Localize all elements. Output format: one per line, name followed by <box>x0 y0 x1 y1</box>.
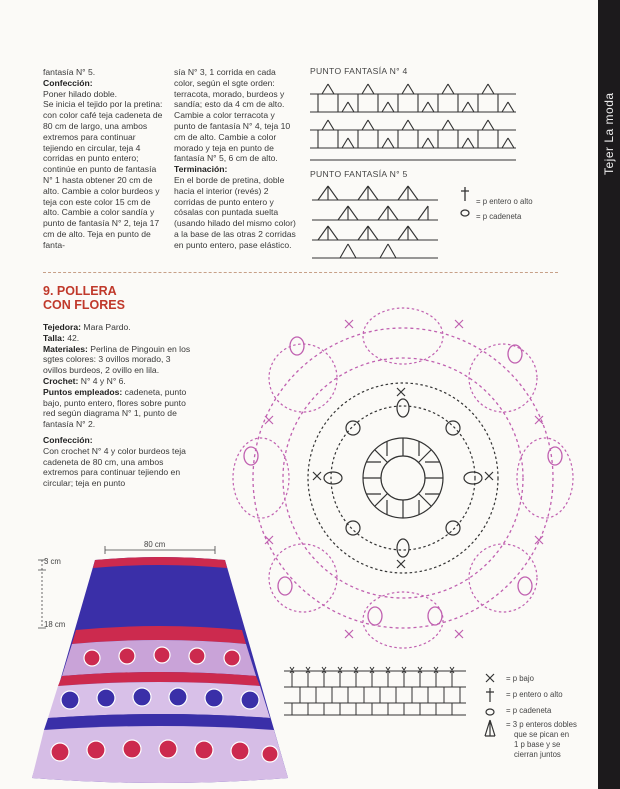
section-sidebar <box>598 0 620 789</box>
skirt-height2-label: 18 cm <box>44 620 66 629</box>
puntos-label: Puntos empleados: <box>43 386 123 397</box>
col1-line: fantasía N° 5. <box>43 67 96 77</box>
legend-line: = 3 p enteros dobles <box>506 720 577 729</box>
pf4-heading: PUNTO FANTASÍA N° 4 <box>310 66 408 76</box>
skirt-width-label: 80 cm <box>144 540 166 549</box>
materiales-value: Perlina de Pingouin en los sgtes colores: 3 ovillos morado, 3 ovillos burdeos, 2 ovillo en lila. <box>43 343 191 376</box>
col2-heading: Terminación: <box>174 164 228 175</box>
section-title <box>43 284 125 312</box>
stitch-chart-pf4 <box>308 80 518 162</box>
col1-paragraph: Se inicia el tejido por la pretina: con color café teja cadeneta de 80 cm de largo, una ambos extremos para continuar tejiendo en circular, teja 4 corridas en punto entero; continúe en punto de fantasía N° 1 hasta obtener 20 cm de alto. Cambie a color burdeos y teja con este color 15 cm de alto. Cambie a color sandía y punto de fantasía N° 2, teja 17 cm de alto. Teja en punto de fanta- <box>43 99 163 250</box>
tejedora-label: Tejedora: <box>43 322 82 332</box>
confeccion-value: Con crochet N° 4 y color burdeos teja cadeneta de 80 cm, una ambos extremos para continuar tejiendo en circular; teja en punto <box>43 445 186 489</box>
legend-line: cierran juntos <box>514 750 561 759</box>
col2-paragraph: sía N° 3, 1 corrida en cada color, según el sgte orden: terracota, morado, burdeos y sandía; esto da 4 cm de alto. Cambie a color terracota y punto de fantasía N° 4, teja 10 cm de alto. Cambie a color morado y teja en punto de fantasía N° 5, 6 cm de alto. <box>174 67 291 164</box>
skirt-illustration <box>20 540 295 785</box>
legend-bajo: = p bajo <box>506 674 534 683</box>
stitch-chart-pf5 <box>310 182 440 260</box>
col1-line: Poner hilado doble. <box>43 88 118 99</box>
col1-heading: Confección: <box>43 77 93 88</box>
talla-value: 42. <box>64 332 80 343</box>
talla-label: Talla: <box>43 332 65 343</box>
crochet-label: Crochet: <box>43 375 79 386</box>
stitch-chart-bottom <box>282 665 468 717</box>
stitch-symbols-top <box>458 186 472 220</box>
sidebar-label: Tejer La moda <box>602 92 616 175</box>
skirt-height1-label: 3 cm <box>44 557 61 566</box>
legend-line: 1 p base y se <box>514 740 561 749</box>
materiales-label: Materiales: <box>43 343 88 354</box>
col2-paragraph: En el borde de pretina, doble hacia el interior (revés) 2 corridas de punto entero y cósalas con puntada suelta (usando hilado del mismo color) a la base de las otras 2 corridas en punto entero, pase elástico. <box>174 174 296 250</box>
legend-enteros-dobles <box>506 720 577 760</box>
section-title-line1: 9. POLLERA <box>43 284 117 298</box>
section-title-line2: CON FLORES <box>43 298 125 312</box>
legend-line: que se pican en <box>514 730 570 739</box>
section-divider <box>43 272 558 273</box>
puntos-value: cadeneta, punto bajo, punto entero, flores sobre punto red según diagrama N° 1, punto de fantasía N° 2. <box>43 386 187 430</box>
confeccion-label: Confección: <box>43 434 93 445</box>
crochet-value: N° 4 y N° 6. <box>78 375 126 386</box>
legend-entero: = p entero o alto <box>476 197 533 206</box>
legend-cadeneta: = p cadeneta <box>476 212 522 221</box>
text-column-3 <box>43 322 193 489</box>
stitch-symbols-bottom <box>482 672 498 740</box>
tejedora-value: Mara Pardo. <box>81 322 131 332</box>
text-column-2 <box>174 67 298 251</box>
legend-cadeneta-bottom: = p cadeneta <box>506 706 552 715</box>
legend-entero-alto: = p entero o alto <box>506 690 563 699</box>
pf5-heading: PUNTO FANTASÍA N° 5 <box>310 169 408 179</box>
text-column-1 <box>43 67 165 251</box>
